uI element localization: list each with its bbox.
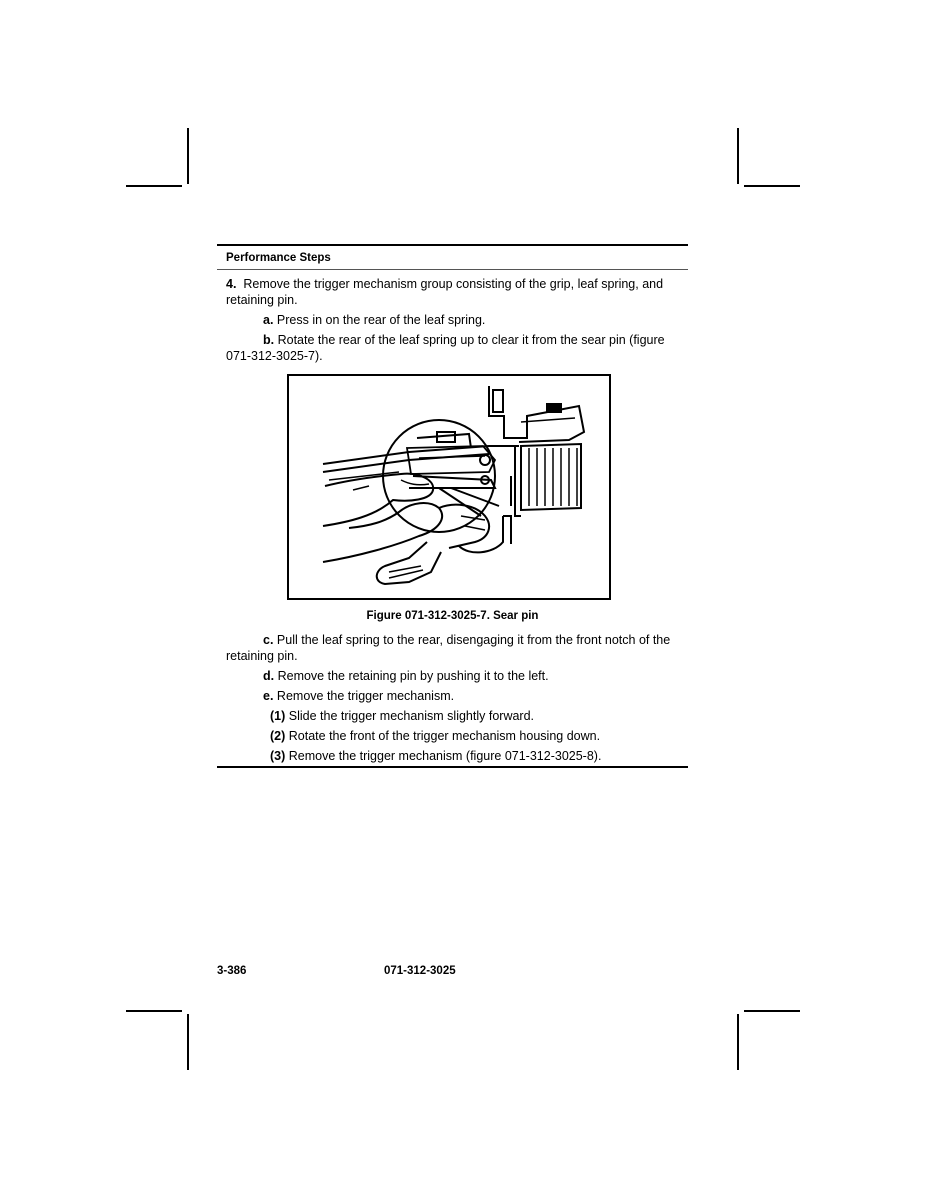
figure-sear-pin bbox=[287, 374, 611, 600]
subsubstep-text: Rotate the front of the trigger mechanism housing down. bbox=[288, 729, 601, 743]
subsubstep-number: (1) bbox=[270, 709, 286, 723]
figure-caption: Figure 071-312-3025-7. Sear pin bbox=[366, 610, 539, 622]
substep-text: Pull the leaf spring to the rear, disengaging it from the front notch of the retaining pin. bbox=[226, 633, 671, 663]
substep-d bbox=[217, 668, 688, 684]
subsubstep-text: Remove the trigger mechanism (figure 071-312-3025-8). bbox=[288, 749, 602, 763]
subsubstep-text: Slide the trigger mechanism slightly forward. bbox=[288, 709, 535, 723]
substep-text: Rotate the rear of the leaf spring up to clear it from the sear pin (figure 071-312-3025-7). bbox=[226, 333, 665, 363]
page-content bbox=[217, 244, 688, 768]
crop-mark-bottom-left-h bbox=[126, 1010, 182, 1012]
subsubstep-3 bbox=[217, 748, 688, 764]
crop-mark-bottom-right-h bbox=[744, 1010, 800, 1012]
step-4-text: Remove the trigger mechanism group consisting of the grip, leaf spring, and retaining pin. bbox=[226, 277, 664, 307]
substep-text: Remove the retaining pin by pushing it to the left. bbox=[277, 669, 549, 683]
crop-mark-bottom-right-v bbox=[737, 1014, 739, 1070]
substep-letter: b. bbox=[263, 333, 275, 347]
crop-mark-top-right-h bbox=[744, 185, 800, 187]
substep-letter: a. bbox=[263, 313, 274, 327]
substep-text: Press in on the rear of the leaf spring. bbox=[276, 313, 486, 327]
substep-c bbox=[217, 632, 688, 664]
bottom-rule bbox=[217, 766, 688, 768]
crop-mark-top-right-v bbox=[737, 128, 739, 184]
section-header: Performance Steps bbox=[226, 252, 331, 264]
substep-e bbox=[217, 688, 688, 704]
subsubstep-number: (2) bbox=[270, 729, 286, 743]
step-4 bbox=[217, 270, 688, 308]
substep-b bbox=[217, 332, 688, 364]
substep-a bbox=[217, 312, 688, 328]
step-4-number: 4. bbox=[226, 277, 237, 291]
task-number: 071-312-3025 bbox=[384, 965, 456, 977]
substep-letter: c. bbox=[263, 633, 274, 647]
substep-text: Remove the trigger mechanism. bbox=[276, 689, 455, 703]
substep-letter: d. bbox=[263, 669, 275, 683]
substep-letter: e. bbox=[263, 689, 274, 703]
crop-mark-bottom-left-v bbox=[187, 1014, 189, 1070]
sear-pin-illustration bbox=[289, 376, 609, 598]
subsubstep-2 bbox=[217, 728, 688, 744]
crop-mark-top-left-h bbox=[126, 185, 182, 187]
subsubstep-1 bbox=[217, 708, 688, 724]
page-number: 3-386 bbox=[217, 965, 247, 977]
crop-mark-top-left-v bbox=[187, 128, 189, 184]
subsubstep-number: (3) bbox=[270, 749, 286, 763]
